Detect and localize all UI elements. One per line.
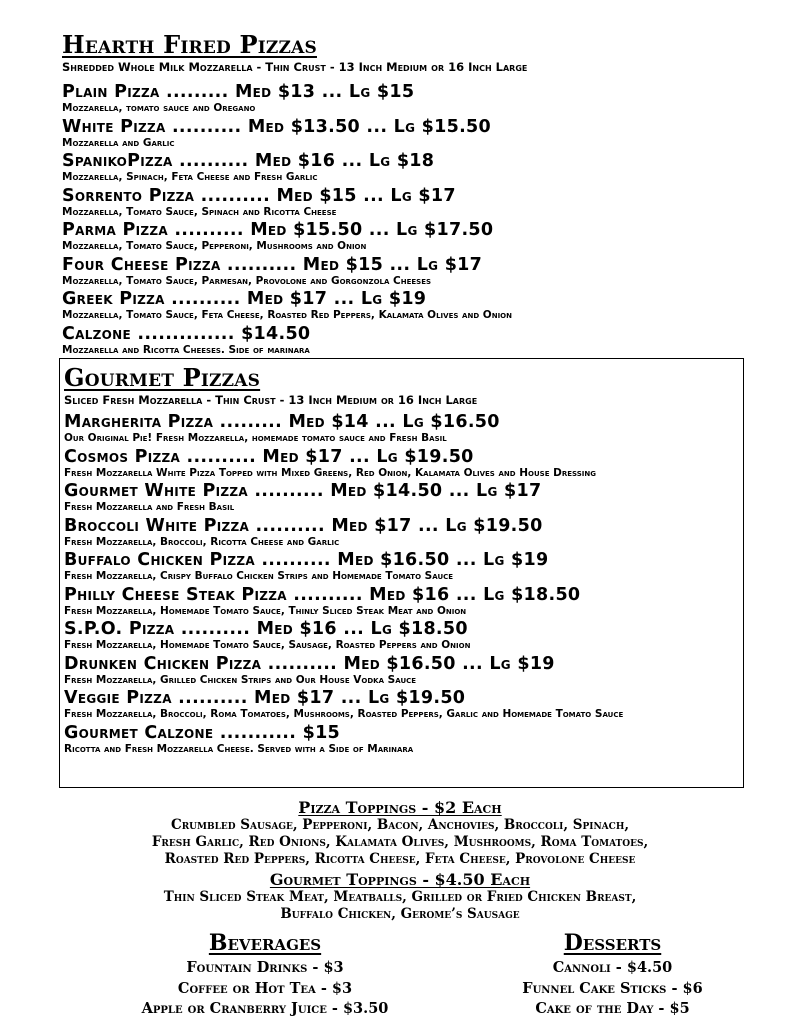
- item-name: Calzone .............. $14.50: [62, 323, 311, 344]
- menu-item: [62, 324, 762, 357]
- item-name: Four Cheese Pizza .......... Med $15 ... Lg $17: [62, 254, 483, 275]
- item-name: SpanikoPizza .......... Med $16 ... Lg $18: [62, 151, 435, 171]
- beverage-item: Apple or Cranberry Juice - $3.50: [141, 1000, 389, 1017]
- item-description: Fresh Mozzarella, Grilled Chicken Strips and Our House Vodka Sauce: [64, 673, 417, 686]
- item-name: White Pizza .......... Med $13.50 ... Lg $15.50: [62, 116, 491, 137]
- pizza-toppings-section: [60, 798, 740, 868]
- item-name: Plain Pizza ......... Med $13 ... Lg $15: [62, 82, 415, 102]
- item-description: Mozzarella, Spinach, Feta Cheese and Fresh Garlic: [62, 171, 318, 183]
- item-description: Fresh Mozzarella White Pizza Topped with Mixed Greens, Red Onion, Kalamata Olives and House Dressing: [64, 466, 597, 479]
- menu-item: [62, 117, 762, 150]
- desserts-section: [475, 930, 750, 1020]
- hearth-fired-pizzas-section: [62, 32, 762, 358]
- item-description: Mozzarella, Tomato Sauce, Pepperoni, Mushrooms and Onion: [62, 240, 367, 252]
- item-description: Fresh Mozzarella, Homemade Tomato Sauce, Thinly Sliced Steak Meat and Onion: [64, 604, 467, 617]
- item-name: Sorrento Pizza .......... Med $15 ... Lg $17: [62, 185, 456, 206]
- menu-item: [62, 151, 762, 184]
- toppings-line: Crumbled Sausage, Pepperoni, Bacon, Anchovies, Broccoli, Spinach,: [170, 817, 630, 833]
- toppings-line: Roasted Red Peppers, Ricotta Cheese, Feta Cheese, Provolone Cheese: [164, 851, 636, 867]
- item-description: Mozzarella and Ricotta Cheeses. Side of marinara: [62, 343, 310, 356]
- item-description: Fresh Mozzarella, Crispy Buffalo Chicken Strips and Homemade Tomato Sauce: [64, 570, 454, 582]
- menu-item: [64, 412, 743, 445]
- beverages-title: Beverages: [208, 930, 322, 956]
- item-description: Mozzarella, Tomato Sauce, Spinach and Ricotta Cheese: [62, 205, 337, 218]
- item-name: Veggie Pizza .......... Med $17 ... Lg $19.50: [64, 688, 466, 708]
- item-name: Margherita Pizza ......... Med $14 ... Lg $16.50: [64, 412, 500, 432]
- menu-item: [62, 220, 762, 253]
- menu-item: [62, 255, 762, 288]
- section-title: Hearth Fired Pizzas: [62, 30, 317, 59]
- beverage-item: Fountain Drinks - $3: [186, 959, 344, 976]
- item-name: Greek Pizza .......... Med $17 ... Lg $19: [62, 289, 427, 309]
- menu-item: [64, 585, 743, 618]
- item-description: Fresh Mozzarella, Homemade Tomato Sauce, Sausage, Roasted Peppers and Onion: [64, 639, 471, 651]
- item-description: Mozzarella, tomato sauce and Oregano: [62, 102, 256, 114]
- item-name: Gourmet Calzone ........... $15: [64, 722, 341, 743]
- menu-item: [64, 481, 743, 514]
- gourmet-pizzas-section: [59, 358, 744, 788]
- menu-item: [62, 82, 762, 115]
- gourmet-toppings-section: [60, 870, 740, 923]
- item-name: S.P.O. Pizza .......... Med $16 ... Lg $18.50: [64, 619, 468, 639]
- menu-item: [64, 550, 743, 583]
- section-subtitle: Sliced Fresh Mozzarella - Thin Crust - 13 Inch Medium or 16 Inch Large: [64, 393, 478, 407]
- menu-item: [64, 447, 743, 480]
- item-description: Our Original Pie! Fresh Mozzarella, homemade tomato sauce and Fresh Basil: [64, 432, 447, 444]
- desserts-title: Desserts: [563, 930, 662, 956]
- item-description: Mozzarella, Tomato Sauce, Parmesan, Provolone and Gorgonzola Cheeses: [62, 274, 432, 287]
- dessert-item: Cake of the Day - $5: [535, 1000, 690, 1017]
- item-description: Ricotta and Fresh Mozzarella Cheese. Served with a Side of Marinara: [64, 742, 414, 755]
- menu-item: [62, 186, 762, 219]
- menu-item: [64, 654, 743, 687]
- item-name: Drunken Chicken Pizza .......... Med $16.50 ... Lg $19: [64, 653, 555, 674]
- menu-item: [64, 619, 743, 652]
- item-description: Mozzarella, Tomato Sauce, Feta Cheese, Roasted Red Peppers, Kalamata Olives and Onion: [62, 309, 512, 321]
- toppings-line: Thin Sliced Steak Meat, Meatballs, Grilled or Fried Chicken Breast,: [163, 889, 637, 905]
- item-description: Fresh Mozzarella and Fresh Basil: [64, 501, 235, 513]
- item-name: Cosmos Pizza .......... Med $17 ... Lg $19.50: [64, 446, 474, 467]
- toppings-line: Buffalo Chicken, Gerome’s Sausage: [280, 906, 520, 922]
- beverage-item: Coffee or Hot Tea - $3: [177, 979, 353, 997]
- item-description: Fresh Mozzarella, Broccoli, Roma Tomatoes, Mushrooms, Roasted Peppers, Garlic and Homemade Tomato Sauce: [64, 708, 624, 720]
- toppings-title: Pizza Toppings - $2 Each: [298, 798, 502, 817]
- gourmet-toppings-title: Gourmet Toppings - $4.50 Each: [269, 870, 531, 889]
- menu-item: [62, 289, 762, 322]
- item-description: Mozzarella and Garlic: [62, 136, 175, 149]
- toppings-line: Fresh Garlic, Red Onions, Kalamata Olives, Mushrooms, Roma Tomatoes,: [151, 834, 649, 850]
- item-name: Philly Cheese Steak Pizza .......... Med $16 ... Lg $18.50: [64, 584, 581, 605]
- item-name: Broccoli White Pizza .......... Med $17 ... Lg $19.50: [64, 515, 543, 536]
- dessert-item: Cannoli - $4.50: [552, 959, 673, 976]
- item-description: Fresh Mozzarella, Broccoli, Ricotta Cheese and Garlic: [64, 535, 340, 548]
- menu-item: [64, 723, 743, 756]
- section-subtitle: Shredded Whole Milk Mozzarella - Thin Crust - 13 Inch Medium or 16 Inch Large: [62, 60, 528, 74]
- dessert-item: Funnel Cake Sticks - $6: [522, 979, 703, 997]
- item-name: Buffalo Chicken Pizza .......... Med $16.50 ... Lg $19: [64, 550, 549, 570]
- item-name: Parma Pizza .......... Med $15.50 ... Lg $17.50: [62, 220, 494, 240]
- menu-item: [64, 516, 743, 549]
- item-name: Gourmet White Pizza .......... Med $14.50 ... Lg $17: [64, 481, 542, 501]
- menu-item: [64, 688, 743, 721]
- section-title: Gourmet Pizzas: [64, 363, 261, 392]
- beverages-section: [100, 930, 430, 1020]
